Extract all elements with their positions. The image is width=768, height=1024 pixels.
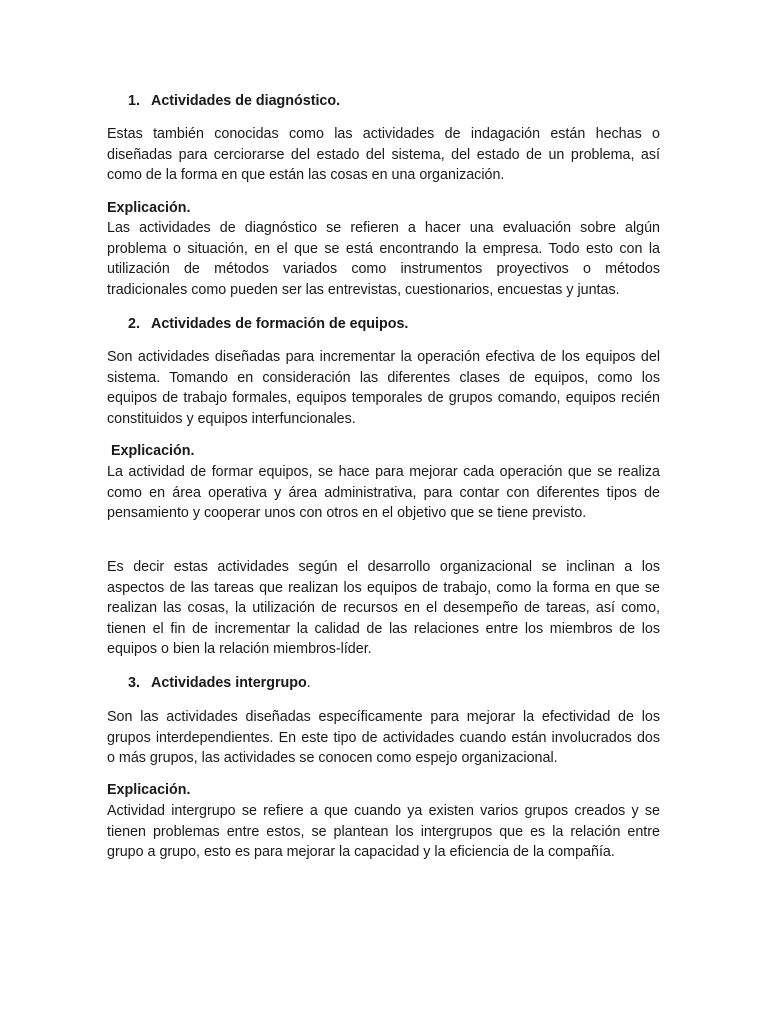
section-3-intro: Son las actividades diseñadas específicamente para mejorar la efectividad de los grupos interdependientes. En este tipo de actividades cuando están involucrados dos o más grupos, las actividades se conocen como espejo organizacional. [107, 709, 660, 766]
section-3-number: 3. [128, 675, 140, 691]
section-2-explanation: La actividad de formar equipos, se hace para mejorar cada operación que se realiza como en área operativa y área administrativa, para contar con diferentes tipos de pensamiento y cooperar unos con otros en el objetivo que se tiene previsto. [107, 464, 660, 521]
section-3-explanation-label: Explicación. [107, 782, 191, 798]
section-3-title-trail: . [306, 675, 311, 691]
section-1-title: Actividades de diagnóstico. [151, 93, 341, 109]
section-2-intro: Son actividades diseñadas para incrementar la operación efectiva de los equipos del sistema. Tomando en consideración las diferentes clases de equipos, como los equipos de trabajo formales, equipos temporales de grupos comando, equipos recién constituidos y equipos interfuncionales. [107, 349, 660, 427]
section-2-number: 2. [128, 316, 140, 332]
section-1-explanation: Las actividades de diagnóstico se refieren a hacer una evaluación sobre algún problema o situación, en el que se está encontrando la empresa. Todo esto con la utilización de métodos variados como instrumentos proyectivos o métodos tradicionales como pueden ser las entrevistas, cuestionarios, encuestas y juntas. [107, 220, 660, 298]
section-3-explanation: Actividad intergrupo se refiere a que cuando ya existen varios grupos creados y se tienen problemas entre estos, se plantean los intergrupos que es la relación entre grupo a grupo, esto es para mejorar la capacidad y la eficiencia de la compañía. [107, 803, 660, 860]
section-2-extra: Es decir estas actividades según el desarrollo organizacional se inclinan a los aspectos de las tareas que realizan los equipos de trabajo, como la forma en que se realizan las cosas, la utilización de recursos en el desempeño de tareas, así como, tienen el fin de incrementar la calidad de las relaciones entre los miembros de los equipos o bien la relación miembros-líder. [107, 559, 660, 657]
section-3-title: Actividades intergrupo [151, 675, 307, 691]
section-1-explanation-label: Explicación. [107, 200, 191, 216]
section-2-title: Actividades de formación de equipos. [151, 316, 409, 332]
section-1-intro: Estas también conocidas como las actividades de indagación están hechas o diseñadas para cerciorarse del estado del sistema, del estado de un problema, así como de la forma en que están las cosas en una organización. [107, 126, 660, 183]
section-2-heading [128, 314, 408, 334]
section-1-number: 1. [128, 93, 140, 109]
section-3-heading [128, 673, 311, 693]
section-2-explanation-label: Explicación. [111, 443, 195, 459]
section-1-heading [128, 91, 340, 111]
